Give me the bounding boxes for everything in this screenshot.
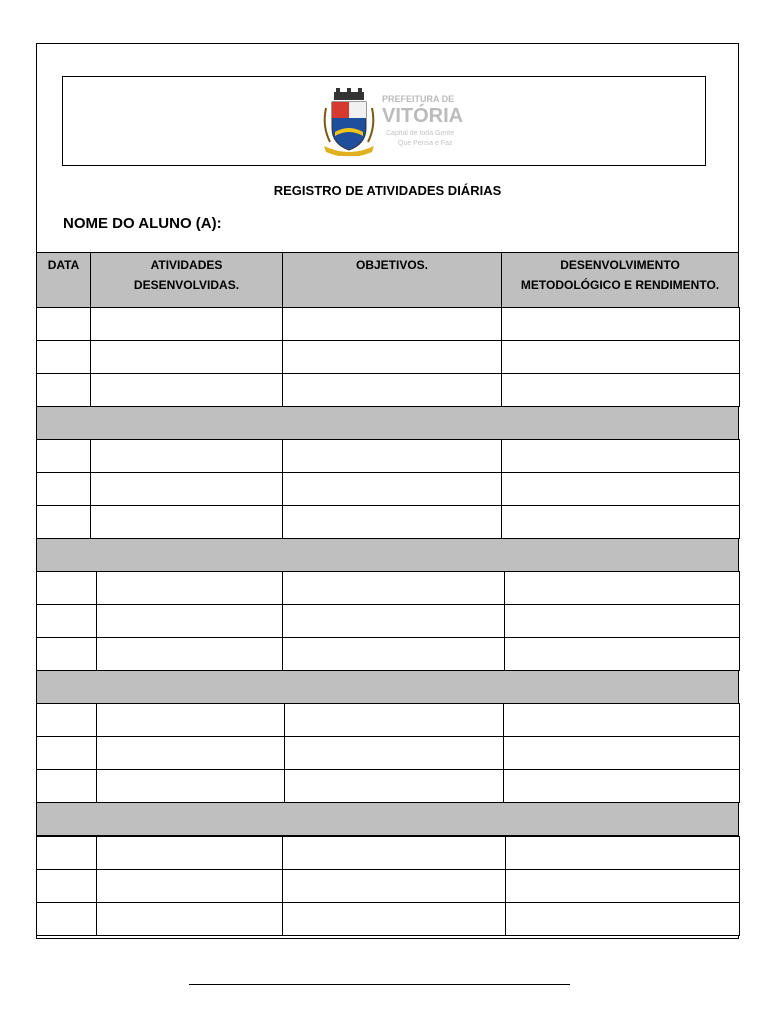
table-cell[interactable] [96,902,283,936]
table-cell[interactable] [282,604,505,638]
prefeitura-logo [322,88,482,156]
signature-line [189,984,570,985]
table-cell[interactable] [501,307,740,341]
svg-text:VITÓRIA: VITÓRIA [382,105,464,127]
coat-of-arms-icon [322,88,482,156]
table-cell[interactable] [282,307,502,341]
table-cell[interactable] [282,373,502,407]
table-cell[interactable] [36,307,91,341]
table-cell[interactable] [96,703,285,737]
row-separator-band [36,670,739,704]
form-title: REGISTRO DE ATIVIDADES DIÁRIAS [273,183,502,198]
table-cell[interactable] [501,439,740,473]
table-cell[interactable] [90,307,283,341]
table-cell[interactable] [284,769,504,803]
table-cell[interactable] [90,439,283,473]
column-header-objetivos: OBJETIVOS. [282,252,502,308]
table-cell[interactable] [36,902,97,936]
table-cell[interactable] [282,571,505,605]
table-cell[interactable] [504,637,740,671]
table-cell[interactable] [36,505,91,539]
table-cell[interactable] [96,604,283,638]
table-cell[interactable] [505,902,740,936]
table-cell[interactable] [36,571,97,605]
table-cell[interactable] [501,340,740,374]
table-cell[interactable] [282,637,505,671]
table-cell[interactable] [504,604,740,638]
table-cell[interactable] [36,472,91,506]
column-header-desenvolvimento: DESENVOLVIMENTO METODOLÓGICO E RENDIMENTO. [501,252,739,308]
svg-text:PREFEITURA DE: PREFEITURA DE [382,94,455,104]
column-header-atividades: ATIVIDADES DESENVOLVIDAS. [90,252,283,308]
table-cell[interactable] [96,869,283,903]
table-cell[interactable] [503,736,740,770]
student-name-label: NOME DO ALUNO (A): [63,215,222,232]
table-cell[interactable] [501,373,740,407]
svg-text:Capital de toda Gente: Capital de toda Gente [386,130,455,137]
table-cell[interactable] [36,373,91,407]
table-cell[interactable] [90,340,283,374]
table-cell[interactable] [282,340,502,374]
table-cell[interactable] [90,505,283,539]
table-cell[interactable] [96,769,285,803]
row-separator-band [36,802,739,836]
table-cell[interactable] [36,604,97,638]
table-cell[interactable] [282,472,502,506]
table-cell[interactable] [36,736,97,770]
table-cell[interactable] [36,836,97,870]
table-cell[interactable] [282,439,502,473]
table-cell[interactable] [505,836,740,870]
table-cell[interactable] [36,637,97,671]
table-cell[interactable] [504,571,740,605]
row-separator-band [36,406,739,440]
column-header-data: DATA [36,252,91,308]
table-cell[interactable] [36,769,97,803]
row-separator-band [36,538,739,572]
table-cell[interactable] [96,637,283,671]
table-cell[interactable] [96,736,285,770]
table-cell[interactable] [96,571,283,605]
table-cell[interactable] [284,703,504,737]
table-cell[interactable] [501,505,740,539]
svg-text:Que Pensa e Faz: Que Pensa e Faz [398,140,453,147]
table-cell[interactable] [282,869,506,903]
table-cell[interactable] [36,869,97,903]
table-cell[interactable] [503,769,740,803]
table-cell[interactable] [501,472,740,506]
table-cell[interactable] [96,836,283,870]
table-cell[interactable] [90,472,283,506]
table-cell[interactable] [36,439,91,473]
table-cell[interactable] [282,836,506,870]
table-cell[interactable] [90,373,283,407]
table-cell[interactable] [36,340,91,374]
table-cell[interactable] [36,703,97,737]
table-cell[interactable] [282,902,506,936]
table-cell[interactable] [505,869,740,903]
table-cell[interactable] [503,703,740,737]
table-cell[interactable] [282,505,502,539]
table-cell[interactable] [284,736,504,770]
